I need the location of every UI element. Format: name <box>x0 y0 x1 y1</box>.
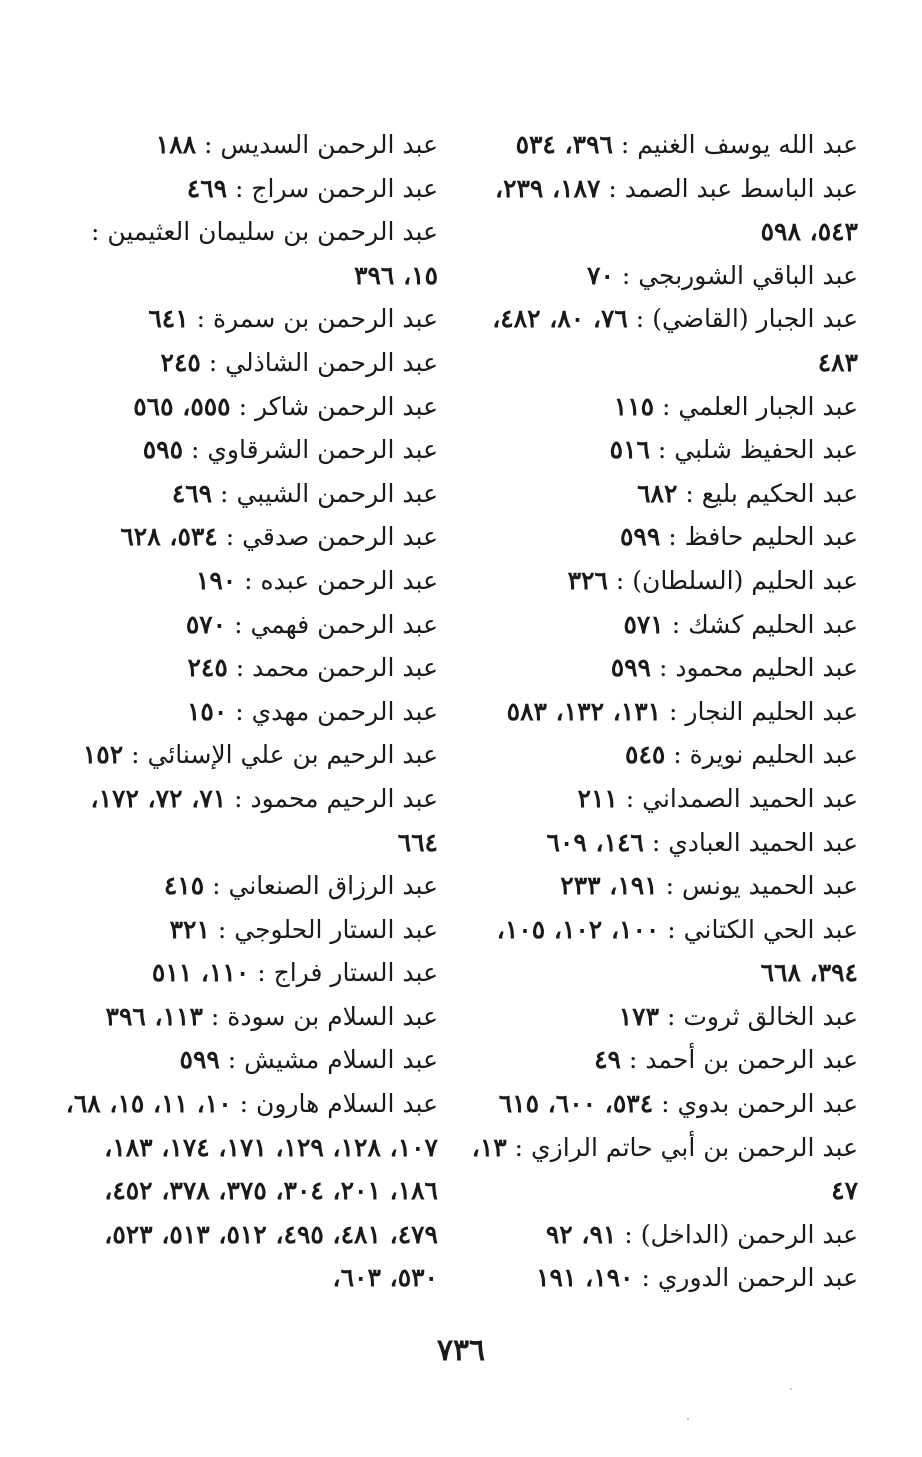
index-entry: عبد الرحمن محمد : ٢٤٥ <box>187 653 438 683</box>
index-entry: عبد الستار فراج : ١١٠، ٥١١ <box>151 958 438 988</box>
index-column-left <box>50 123 438 1300</box>
index-column-right <box>470 123 858 1300</box>
index-entry: عبد الحميد الصمداني : ٢١١ <box>577 783 858 813</box>
index-entry: عبد الرحمن بن أبي حاتم الرازي : ١٣، ٤٧ <box>471 1132 858 1206</box>
index-entry: عبد الستار الحلوجي : ٣٢١ <box>169 914 438 944</box>
index-entry: عبد الرحمن السديس : ١٨٨ <box>155 130 438 159</box>
index-entry: عبد الرحمن بن أحمد : ٤٩ <box>594 1045 858 1075</box>
index-entry: عبد الرحمن الدوري : ١٩٠، ١٩١ <box>536 1263 858 1293</box>
index-entry: عبد الجبار (القاضي) : ٧٦، ٨٠، ٤٨٢، ٤٨٣ <box>492 304 858 377</box>
index-entry: عبد الرحمن بن سمرة : ٦٤١ <box>148 304 438 334</box>
index-entry: عبد الرحمن الشاذلي : ٢٤٥ <box>160 347 438 377</box>
index-entry: عبد الجبار العلمي : ١١٥ <box>613 391 858 421</box>
index-entry: عبد الحليم حافظ : ٥٩٩ <box>619 522 858 552</box>
index-entry: عبد الله يوسف الغنيم : ٣٩٦، ٥٣٤ <box>515 130 858 159</box>
index-entry: عبد السلام هارون : ١٠، ١١، ١٥، ٦٨، ١٠٧، ١٢٨، ١٢٩، ١٧١، ١٧٤، ١٨٣، ١٨٦، ٢٠١، ٣٠٤، ٣٧٥، ٣٧٨، ٤٥٢، ٤٧٩، ٤٨١، ٤٩٥، ٥١٢، ٥١٣، ٥٢٣، ٥٣٠، ٦٠٣، <box>65 1089 438 1293</box>
index-entry: عبد الرحيم بن علي الإسنائي : ١٥٢ <box>82 740 438 770</box>
scan-speck <box>687 1418 689 1420</box>
index-entry: عبد الرحمن بن سليمان العثيمين : ١٥، ٣٩٦ <box>91 217 438 290</box>
index-entry: عبد الحكيم بليع : ٦٨٢ <box>637 478 858 508</box>
index-entry: عبد السلام مشيش : ٥٩٩ <box>179 1045 438 1075</box>
index-entry: عبد الرحمن الشرقاوي : ٥٩٥ <box>142 435 438 465</box>
index-entry: عبد الخالق ثروت : ١٧٣ <box>618 1001 858 1031</box>
index-entry: عبد الرحمن صدقي : ٥٣٤، ٦٢٨ <box>120 522 438 552</box>
index-entry: عبد الباسط عبد الصمد : ١٨٧، ٢٣٩، ٥٤٣، ٥٩٨ <box>494 173 858 247</box>
index-entry: عبد الحي الكتاني : ١٠٠، ١٠٢، ١٠٥، ٣٩٤، ٦٦٨ <box>496 914 858 988</box>
index-entry: عبد الحليم (السلطان) : ٣٢٦ <box>567 565 858 595</box>
index-entry: عبد الرحمن فهمي : ٥٧٠ <box>185 609 438 639</box>
index-entry: عبد الحميد العبادي : ١٤٦، ٦٠٩ <box>546 827 858 857</box>
index-entry: عبد الرحمن شاكر : ٥٥٥، ٥٦٥ <box>133 391 438 421</box>
index-entry: عبد الحميد يونس : ١٩١، ٢٣٣ <box>560 871 858 901</box>
index-entry: عبد الرحمن (الداخل) : ٩١، ٩٢ <box>545 1219 858 1249</box>
index-entry: عبد الرحيم محمود : ٧١، ٧٢، ١٧٢، ٦٦٤ <box>90 783 438 857</box>
index-entry: عبد الحليم نويرة : ٥٤٥ <box>625 740 858 770</box>
index-entry: عبد الرحمن بدوي : ٥٣٤، ٦٠٠، ٦١٥ <box>498 1089 858 1119</box>
index-entry: عبد الحليم كشك : ٥٧١ <box>623 609 858 639</box>
index-entry: عبد الحليم النجار : ١٣١، ١٣٢، ٥٨٣ <box>506 696 858 726</box>
index-entry: عبد الرحمن سراج : ٤٦٩ <box>186 173 438 203</box>
index-entry: عبد الحفيظ شلبي : ٥١٦ <box>609 435 858 465</box>
index-entry: عبد الرحمن الشيبي : ٤٦٩ <box>171 478 438 508</box>
index-entry: عبد الباقي الشوربجي : ٧٠ <box>587 260 858 290</box>
index-entry: عبد الرزاق الصنعاني : ٤١٥ <box>163 871 438 901</box>
index-entry: عبد الرحمن مهدي : ١٥٠ <box>186 696 438 726</box>
index-entry: عبد الحليم محمود : ٥٩٩ <box>610 653 858 683</box>
index-entry: عبد السلام بن سودة : ١١٣، ٣٩٦ <box>105 1001 438 1031</box>
index-entry: عبد الرحمن عبده : ١٩٠ <box>195 565 438 595</box>
page-number: ٧٣٦ <box>436 1333 486 1368</box>
scan-speck <box>790 1388 792 1390</box>
